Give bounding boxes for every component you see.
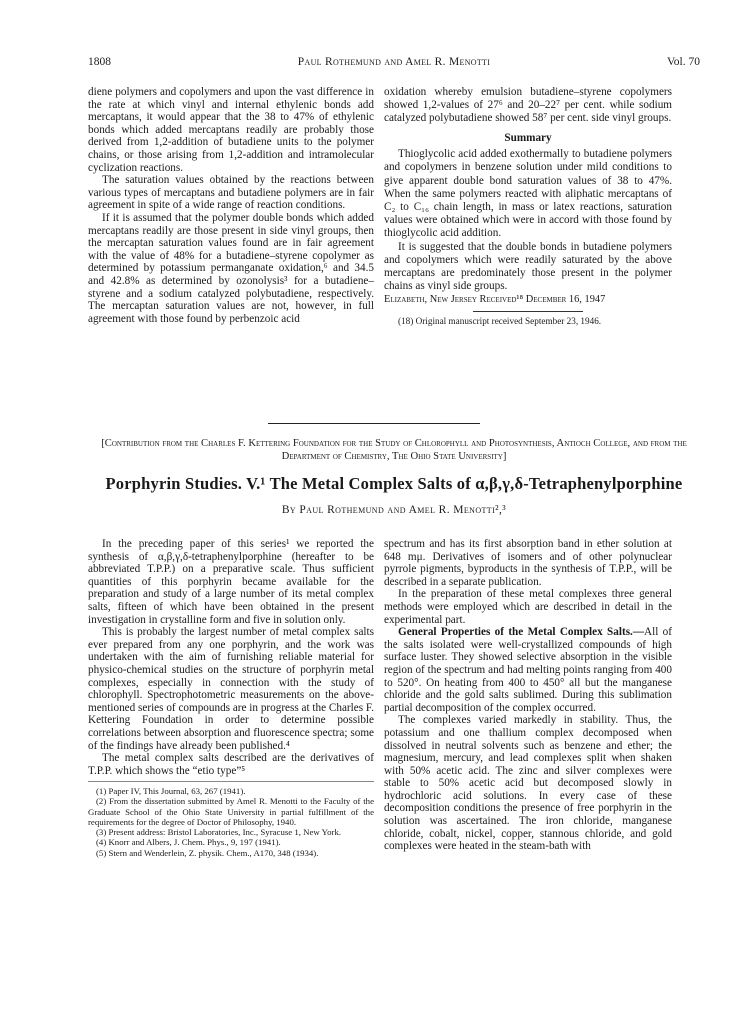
body-paragraph: This is probably the largest number of metal complex salts ever prepared from any one porphyrin, and the work was undertaken with the aim of furnishing reliable material for physico-chemical studies on the structure of porphyrin metal complexes, especially in connection with the study of chlorophyll. Spectrophotometric measurements on the above-mentioned series of compounds are in progress at the Charles F. Kettering Foundation in order to determine possible correlations between absorption and fluorescence spectra; some of the findings have already been published.⁴ [88,626,374,752]
summary-heading: Summary [504,131,552,144]
body-paragraph: The saturation values obtained by the reactions between various types of mercaptans and butadiene polymers are in fair agreement in spite of a wide range of reaction conditions. [88,174,374,212]
body-paragraph: In the preparation of these metal complexes three general methods were employed which are described in detail in the experimental part. [384,588,672,626]
body-paragraph: diene polymers and copolymers and upon the vast difference in the rate at which vinyl and internal ethylenic bonds add mercaptans, it would appear that the 38 to 47% of ethylenic bonds which added mercaptans readily are probably those derived from 1,2-addition of butadiene units to the polymer chains, or those arising from 1,2-addition and intramolecular cyclization reactions. [88,86,374,174]
article-title: Porphyrin Studies. V.¹ The Metal Complex Salts of α,β,γ,δ-Tetraphenylporphine [105,474,683,493]
body-paragraph: spectrum and has its first absorption band in ether solution at 648 mμ. Derivatives of isomers and of other polynuclear pyrrole pigments, byproducts in the synthesis of T.P.P., will be described in a separate publication. [384,538,672,588]
footnote: (4) Knorr and Albers, J. Chem. Phys., 9, 197 (1941). [96,837,281,848]
page-number: 1808 [88,56,111,68]
body-paragraph: In the preceding paper of this series¹ we reported the synthesis of α,β,γ,δ-tetraphenylporphine (hereafter to be abbreviated T.P.P.) on a preparative scale. Thus sufficient quantities of this porphyrin became available for the preparation and study of a large number of its metal complex salts, fifteen of which have been obtained in the present investigation in crystalline form and five in solution only. [88,538,374,626]
contribution-line: [Contribution from the Charles F. Kettering Foundation for the Study of Chlorophyll and Photosynthesis, Antioch College, and from the Department of Chemistry, The Ohio State University] [101,438,687,462]
article-separator [268,423,480,424]
byline: By Paul Rothemund and Amel R. Menotti²,³ [281,504,507,516]
body-paragraph: oxidation whereby emulsion butadiene–styrene copolymers showed 1,2-values of 27⁶ and 20–22⁷ per cent. while sodium catalyzed polybutadiene showed 58⁷ per cent. side vinyl groups. [384,86,672,125]
body-paragraph [384,626,672,714]
footnotes [88,781,374,857]
running-title: Paul Rothemund and Amel R. Menotti [297,56,491,68]
prev-article-right-column [384,86,672,328]
footnote-divider [473,311,583,312]
section-text: All of the salts isolated were well-crystallized compounds of high surface luster. They showed selective absorption in the visible region of the spectrum and had melting points ranging from 400 to 520°. On heating from 400 to 450° all but the manganese chloride and the gold salts sublimed. During this sublimation partial decomposition of the complex occurred. [384,626,672,714]
body-paragraph: The complexes varied markedly in stability. Thus, the potassium and one thallium complex decomposed when dissolved in neutral solvents such as benzene and ether; the magnesium, mercury, and lead complexes split when shaken with 50% acetic acid. The zinc and silver complexes were stable to 50% acetic acid but decomposed slowly in hydrochloric acid solutions. In every case of these decomposition conditions the presence of free porphyrin in the solution was ascertained. The iron chloride, manganese chloride, cobalt, nickel, copper, stannous chloride, and gold complexes were heated in the steam-bath with [384,714,672,853]
summary-paragraph: Thioglycolic acid added exothermally to butadiene polymers and copolymers in benzene solution under mild conditions to give apparent double bond saturation values of 38 to 47%. When the same polymers reacted with aliphatic mercaptans of C₂ to C₁₆ chain length, in mass or latex reactions, saturation values were obtained which were in accord with those found by thioglycolic acid addition. [384,148,672,240]
footnote: (1) Paper IV, This Journal, 63, 267 (1941). [96,786,246,797]
volume-label: Vol. 70 [666,56,700,68]
article-right-column [384,538,672,853]
footnote: (3) Present address: Bristol Laboratories, Inc., Syracuse 1, New York. [96,827,342,838]
page-header [88,56,700,72]
article-left-column [88,538,374,858]
footnote: (5) Stern and Wenderlein, Z. physik. Chem., A170, 348 (1934). [96,847,319,858]
summary-paragraph: It is suggested that the double bonds in butadiene polymers and copolymers which were readily saturated by the above mercaptans are predominately those present in the polymer chains as vinyl side groups. [384,240,672,293]
section-heading: General Properties of the Metal Complex Salts.— [398,626,645,639]
body-paragraph: The metal complex salts described are the derivatives of T.P.P. which shows the “etio type”⁵ [88,752,374,777]
body-paragraph: If it is assumed that the polymer double bonds which added mercaptans readily are those present in side vinyl groups, then the mercaptan saturation values found are in fair agreement with the value of 48% for a butadiene–styrene copolymer as determined by potassium permanganate oxidation,⁶ and 34.5 and 42.8% as determined by ozonolysis³ for a butadiene–styrene and a sodium catalyzed polybutadiene, respectively. The mercaptan saturation values are not, however, in full agreement with those found by perbenzoic acid [88,211,374,325]
affiliation-line: Elizabeth, New Jersey Received¹⁸ December 16, 1947 [384,294,606,306]
footnote: (18) Original manuscript received September 23, 1946. [398,315,602,326]
prev-article-left-column [88,86,374,325]
footnote: (2) From the dissertation submitted by Amel R. Menotti to the Faculty of the Graduate School of the Ohio State University in partial fulfillment of the requirements for the degree of Doctor of Philosophy, 1940. [88,796,374,827]
